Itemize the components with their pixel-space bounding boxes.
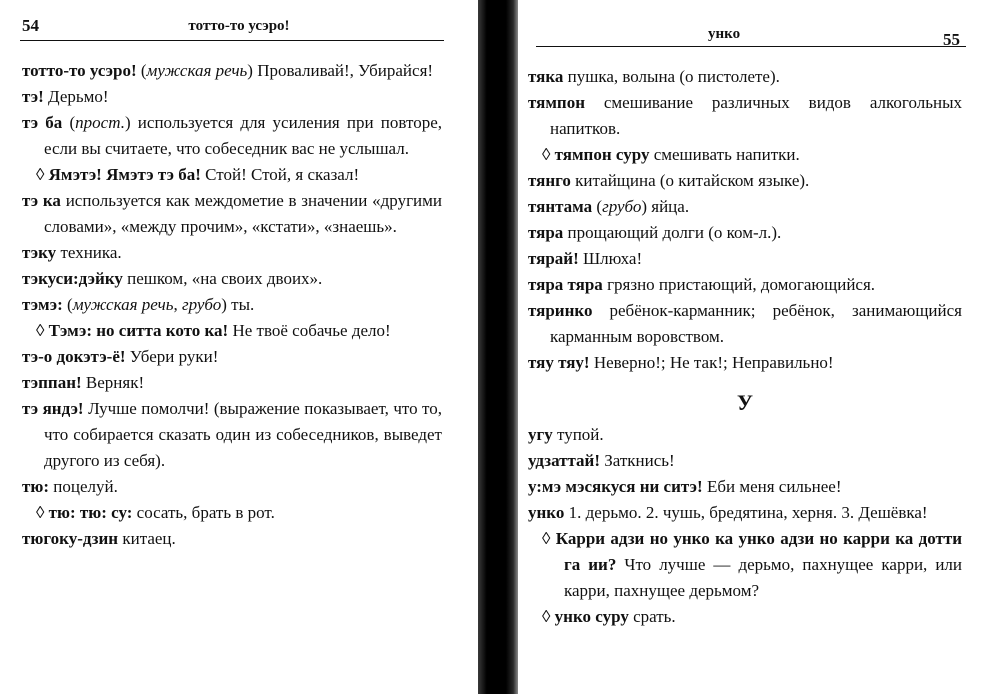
running-head-left: тотто-то усэро!: [188, 18, 290, 34]
dictionary-entry: [22, 240, 442, 266]
dictionary-example: [22, 162, 442, 188]
entry-definition: Что лучше — дерьмо, пахнущее карри, или карри, пахнущее дерьмом?: [564, 555, 963, 600]
usage-label: грубо: [602, 197, 642, 216]
entry-definition: поцелуй.: [49, 477, 118, 496]
page-number-right: 55: [943, 30, 960, 49]
entry-definition: Неверно!; Не так!; Неправильно!: [589, 353, 834, 372]
dictionary-example: [22, 318, 442, 344]
entry-term: тянго: [528, 171, 571, 190]
entry-definition: пешком, «на своих двоих».: [122, 269, 323, 288]
dictionary-entry: [528, 220, 962, 246]
entry-definition: Не твоё собачье дело!: [228, 321, 391, 340]
entry-definition: (: [136, 61, 147, 80]
right-entries: [528, 64, 962, 630]
entry-definition: смешивать напитки.: [649, 145, 800, 164]
entry-term: тяра тяра: [528, 275, 603, 294]
dictionary-entry: [528, 64, 962, 90]
dictionary-example: [22, 500, 442, 526]
left-entries: [22, 58, 442, 552]
entry-definition: (: [62, 113, 76, 132]
entry-definition: сосать, брать в рот.: [132, 503, 275, 522]
left-page: [0, 0, 478, 694]
entry-term: тэкуси:дэйку: [22, 269, 123, 288]
example-phrase: ◊ Тэмэ: но ситта кото ка!: [36, 321, 229, 340]
entry-definition: ) яйца.: [641, 197, 690, 216]
entry-term: тэмэ:: [22, 295, 63, 314]
dictionary-entry: [528, 448, 962, 474]
dictionary-entry: [22, 266, 442, 292]
entry-definition: (: [62, 295, 73, 314]
entry-term: тэ ка: [22, 191, 61, 210]
entry-term: тянтама: [528, 197, 593, 216]
entry-term: тямпон: [528, 93, 585, 112]
dictionary-example: [528, 604, 962, 630]
entry-term: тярай!: [528, 249, 579, 268]
entry-definition: Еби меня сильнее!: [702, 477, 842, 496]
example-phrase: ◊ унко суру: [542, 607, 629, 626]
usage-label: мужская речь: [72, 295, 174, 314]
entry-definition: Стой! Стой, я сказал!: [200, 165, 360, 184]
example-phrase: ◊ Ямэтэ! Ямэтэ тэ ба!: [36, 165, 201, 184]
example-phrase: ◊ тямпон суру: [542, 145, 650, 164]
entry-definition: Убери руки!: [125, 347, 219, 366]
header-rule-right: [536, 46, 966, 47]
entry-definition: китайщина (о китайском языке).: [570, 171, 810, 190]
dictionary-entry: [22, 396, 442, 474]
dictionary-entry: [22, 58, 442, 84]
entry-term: тяринко: [528, 301, 593, 320]
entry-definition: грязно пристающий, домогающийся.: [602, 275, 876, 294]
dictionary-entry: [528, 500, 962, 526]
dictionary-entry: [528, 474, 962, 500]
dictionary-entry: [528, 422, 962, 448]
header-rule-left: [20, 40, 444, 41]
entry-definition: ) Проваливай!, Убирайся!: [247, 61, 434, 80]
example-phrase: ◊ Карри адзи но унко ка унко адзи но карри ка дотти га ии?: [542, 529, 962, 574]
usage-label: прост.: [75, 113, 125, 132]
dictionary-example: [528, 142, 962, 168]
entry-definition: 1. дерьмо. 2. чушь, бредятина, херня. 3. Дешёвка!: [564, 503, 928, 522]
entry-definition: Шлюха!: [578, 249, 643, 268]
dictionary-entry: [22, 344, 442, 370]
entry-term: тэ!: [22, 87, 44, 106]
entry-term: у:мэ мэсякуся ни ситэ!: [528, 477, 703, 496]
dictionary-entry: [22, 370, 442, 396]
entry-definition: китаец.: [118, 529, 176, 548]
entry-definition: Лучше помолчи! (выражение показывает, что то, что собирается сказать один из собеседников, выведет другого из себя).: [44, 399, 442, 470]
running-head-right: унко: [708, 26, 741, 42]
dictionary-entry: [528, 246, 962, 272]
dictionary-entry: [528, 168, 962, 194]
entry-term: тэппан!: [22, 373, 82, 392]
right-page-header: [518, 0, 1000, 49]
usage-label: мужская речь: [146, 61, 248, 80]
dictionary-entry: [528, 298, 962, 350]
entry-term: удзаттай!: [528, 451, 600, 470]
usage-label: грубо: [181, 295, 222, 314]
dictionary-example: [528, 526, 962, 604]
entry-term: тэ ба: [22, 113, 63, 132]
dictionary-entry: [528, 90, 962, 142]
dictionary-entry: [528, 350, 962, 376]
right-page: [518, 0, 1000, 694]
entry-term: тотто-то усэро!: [22, 61, 137, 80]
entry-definition: прощающий долги (о ком-л.).: [563, 223, 782, 242]
entry-definition: ) ты.: [221, 295, 255, 314]
dictionary-entry: [22, 110, 442, 162]
entry-definition: Заткнись!: [600, 451, 675, 470]
entry-term: тэ-о докэтэ-ё!: [22, 347, 126, 366]
entry-definition: ребёнок-карманник; ребёнок, занимающийся карманным воровством.: [550, 301, 962, 346]
entry-definition: Верняк!: [81, 373, 145, 392]
entry-term: тэку: [22, 243, 57, 262]
left-page-header: [0, 0, 478, 40]
entry-term: тю:: [22, 477, 50, 496]
entry-definition: (: [592, 197, 603, 216]
section-letter: У: [736, 390, 754, 415]
entry-term: тэ яндэ!: [22, 399, 84, 418]
entry-definition: тупой.: [552, 425, 604, 444]
entry-definition: пушка, волына (о пистолете).: [563, 67, 780, 86]
entry-definition: техника.: [56, 243, 122, 262]
entry-definition: ) используется для усиления при повторе, если вы считаете, что собеседник вас не услышал.: [44, 113, 442, 158]
entry-definition: срать.: [628, 607, 676, 626]
entry-term: тяра: [528, 223, 564, 242]
entry-definition: используется как междометие в значении «другими словами», «между прочим», «кстати», «знаешь».: [44, 191, 442, 236]
dictionary-entry: [22, 526, 442, 552]
entry-term: угу: [528, 425, 553, 444]
entry-term: унко: [528, 503, 565, 522]
entry-term: тяка: [528, 67, 564, 86]
page-number-left: 54: [22, 16, 39, 35]
dictionary-entry: [22, 292, 442, 318]
dictionary-entry: [22, 84, 442, 110]
book-spine-shadow: [478, 0, 518, 694]
entry-definition: Дерьмо!: [43, 87, 109, 106]
label-separator: ,: [173, 295, 182, 314]
entry-term: тяу тяу!: [528, 353, 590, 372]
entry-definition: смешивание различных видов алкогольных напитков.: [550, 93, 962, 138]
dictionary-entry: [22, 188, 442, 240]
dictionary-entry: [22, 474, 442, 500]
dictionary-entry: [528, 272, 962, 298]
entry-term: тюгоку-дзин: [22, 529, 119, 548]
dictionary-entry: [528, 194, 962, 220]
example-phrase: ◊ тю: тю: су:: [36, 503, 133, 522]
